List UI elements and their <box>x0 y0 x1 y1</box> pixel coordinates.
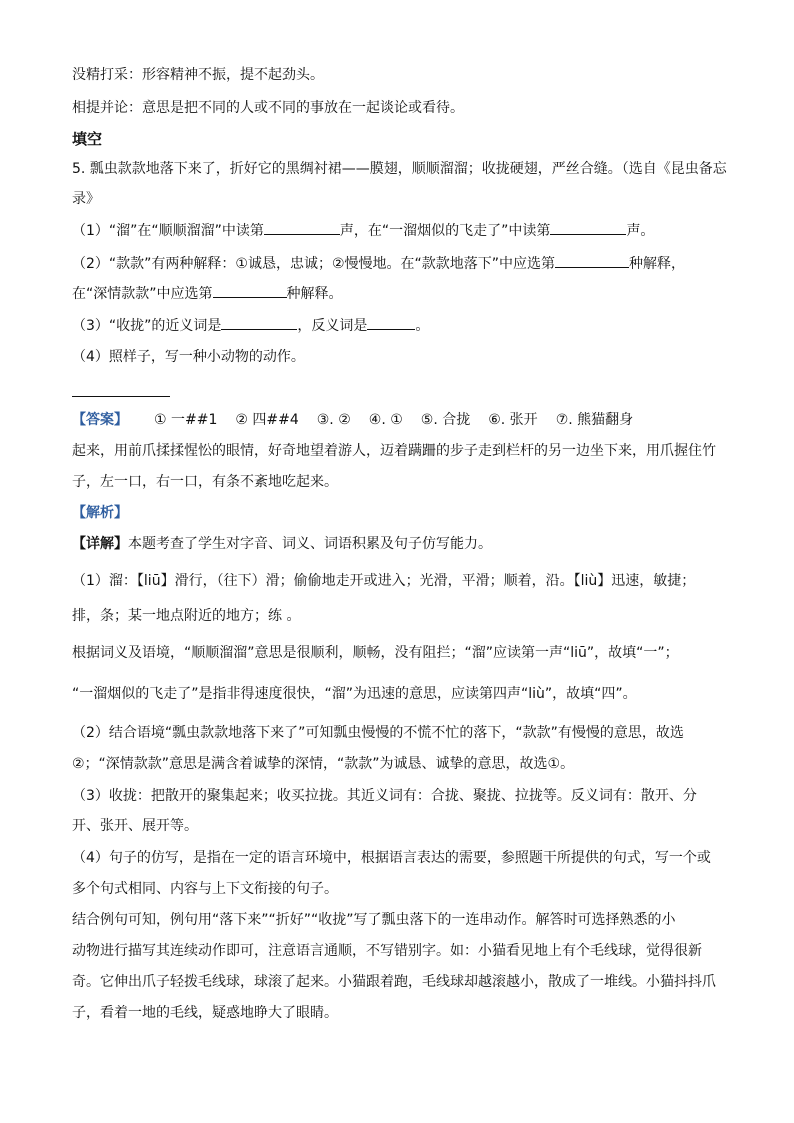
answer-item: ④. ① <box>368 412 403 428</box>
answer-blank[interactable] <box>264 220 340 235</box>
answer-item: ② 四##4 <box>235 412 299 428</box>
answer-blank[interactable] <box>555 253 629 268</box>
q2-text-c: 在“深情款款”中应选第 <box>72 286 213 302</box>
analysis-p5-line-2: 动物进行描写其连续动作即可，注意语言通顺，不写错别字。如：小猫看见地上有个毛线球，觉得很新 <box>72 943 702 959</box>
analysis-p3-line-1: （3）收拢：把散开的聚集起来；收买拉拢。其近义词有：合拢、聚拢、拉拢等。反义词有：散开、分 <box>72 788 697 804</box>
p1-text-d: 迅速，敏捷； <box>611 573 696 589</box>
analysis-label-text: 【解析】 <box>72 505 128 521</box>
answer-item: ⑦. 熊猫翻身 <box>555 412 634 428</box>
question-1 <box>72 220 726 242</box>
analysis-p5-line-4: 子，看着一地的毛线，疑惑地睁大了眼睛。 <box>72 1005 338 1021</box>
analysis-p5-line-1: 结合例句可知，例句用“落下来”“折好”“收拢”写了瓢虫落下的一连串动作。解答时可选择熟悉的小 <box>72 912 676 928</box>
detail-label: 【详解】 <box>72 536 128 552</box>
section-title: 填空 <box>72 130 103 148</box>
vocab-line-2: 相提并论：意思是把不同的人或不同的事放在一起谈论或看待。 <box>72 100 464 116</box>
answer-item: ③. ② <box>316 412 351 428</box>
q3-text-a: （3）“收拢”的近义词是 <box>72 318 222 334</box>
analysis-p1-line-4: “一溜烟似的飞走了”是指非得速度很快，“溜”为迅速的意思，应读第四声“liù”，故填“四”。 <box>72 686 637 702</box>
q3-text-c: 。 <box>415 318 430 334</box>
answer-item: ⑤. 合拢 <box>420 412 471 428</box>
question-stem-line-1: 5. 瓢虫款款地落下来了，折好它的黑绸衬裙——膜翅，顺顺溜溜；收拢硬翅，严丝合缝。（选自《昆虫备忘 <box>72 161 727 177</box>
question-stem-line-2: 录》 <box>72 191 100 207</box>
analysis-p2-line-1: （2）结合语境“瓢虫款款地落下来了”可知瓢虫慢慢的不慌不忙的落下，“款款”有慢慢的意思，故选 <box>72 725 684 741</box>
answer-item: ⑥. 张开 <box>488 412 538 428</box>
analysis-p1-line-2: 排，条；某一地点附近的地方；练 。 <box>72 608 301 624</box>
answer-line-1 <box>72 409 726 431</box>
q3-text-b: ，反义词是 <box>297 318 368 334</box>
analysis-p3-line-2: 开、张开、展开等。 <box>72 818 198 834</box>
analysis-p4-line-1: （4）句子的仿写，是指在一定的语言环境中，根据语言表达的需要，参照题干所提供的句式，写一个或 <box>72 850 711 866</box>
answer-item: ① 一##1 <box>154 412 218 428</box>
question-4: （4）照样子，写一种小动物的动作。 <box>72 349 305 365</box>
question-2-line-1 <box>72 253 726 275</box>
analysis-p1-line-1 <box>72 570 726 592</box>
answer-line-2: 起来，用前爪揉揉惺忪的眼情，好奇地望着游人，迈着蹒跚的步子走到栏杆的另一边坐下来，用爪握住竹 <box>72 443 716 459</box>
answer-blank[interactable] <box>221 315 297 330</box>
analysis-p1-line-3: 根据词义及语境，“顺顺溜溜”意思是很顺利，顺畅，没有阻拦；“溜”应读第一声“liū”，故填“一”； <box>72 645 679 661</box>
pinyin-liu1: 【liū】 <box>136 573 175 589</box>
analysis-label <box>72 502 726 524</box>
answer-line <box>72 396 170 397</box>
q2-text-d: 种解释。 <box>286 286 343 302</box>
p1-text-c: 滑行，（往下）滑；偷偷地走开或进入；光滑，平滑；顺着，沿。 <box>174 573 574 589</box>
question-3 <box>72 315 726 337</box>
p1-text-a: （1）溜： <box>72 573 137 589</box>
q2-text-b: 种解释， <box>629 256 686 272</box>
q1-text-a: （1）“溜”在“顺顺溜溜”中读第 <box>72 223 264 239</box>
detail-text: 本题考查了学生对字音、词义、词语积累及句子仿写能力。 <box>128 536 492 552</box>
detail-line <box>72 533 726 555</box>
q1-text-b: 声，在“一溜烟似的飞走了”中读第 <box>339 223 551 239</box>
pinyin-liu4: 【liù】 <box>573 573 612 589</box>
answer-blank[interactable] <box>367 315 415 330</box>
analysis-p5-line-3: 奇。它伸出爪子轻拨毛线球，球滚了起来。小猫跟着跑，毛线球却越滚越小，散成了一堆线。小猫抖抖爪 <box>72 974 716 990</box>
answer-blank[interactable] <box>213 283 287 298</box>
answer-line-3: 子，左一口，右一口，有条不紊地吃起来。 <box>72 474 338 490</box>
answer-blank[interactable] <box>550 220 626 235</box>
q1-text-c: 声。 <box>626 223 655 239</box>
analysis-p4-line-2: 多个句式相同、内容与上下文衔接的句子。 <box>72 881 338 897</box>
analysis-p2-line-2: ②；“深情款款”意思是满含着诚挚的深情，“款款”为诚恳、诚挚的意思，故选①。 <box>72 756 575 772</box>
answer-label: 【答案】 <box>72 412 128 428</box>
question-2-line-2 <box>72 283 726 305</box>
q2-text-a: （2）“款款”有两种解释：①诚恳，忠诚；②慢慢地。在“款款地落下”中应选第 <box>72 256 556 272</box>
vocab-line-1: 没精打采：形容精神不振，提不起劲头。 <box>72 67 324 83</box>
